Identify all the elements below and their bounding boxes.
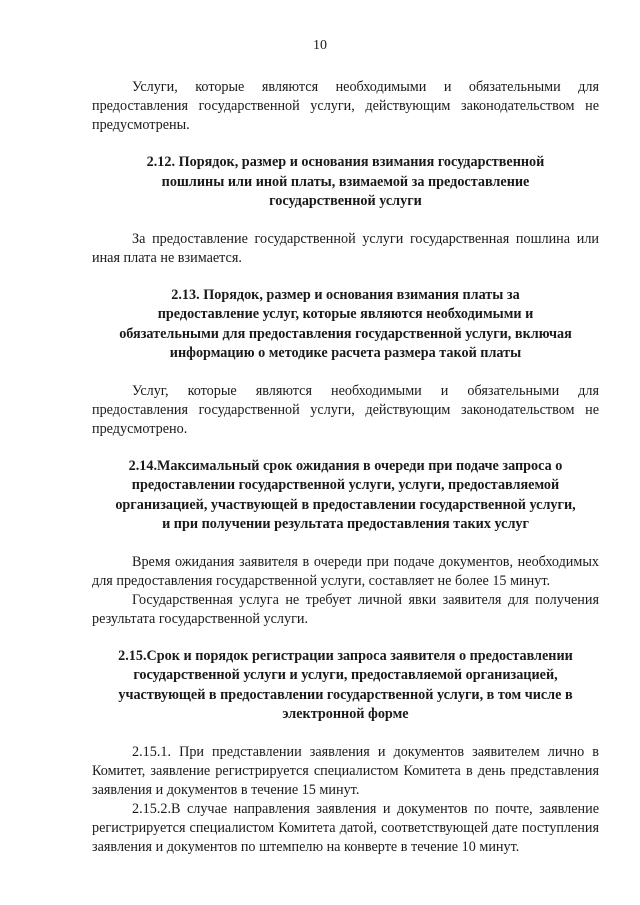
paragraph-no-personal-visit: Государственная услуга не требует личной явки заявителя для получения результата государственной услуги.	[92, 591, 599, 627]
document-body	[92, 78, 599, 857]
heading-line: обязательными для предоставления государственной услуги, включая	[119, 325, 572, 342]
heading-line: предоставлении государственной услуги, услуги, предоставляемой	[131, 477, 560, 493]
paragraph-2-15-2: 2.15.2.В случае направления заявления и документов по почте, заявление регистрируется специалистом Комитета датой, соответствующей дате поступления заявления и документов по штемпелю на конверте в течение 10 минут.	[92, 800, 599, 855]
page-number: 10	[313, 38, 327, 53]
heading-line: предоставление услуг, которые являются необходимыми и	[157, 306, 534, 322]
heading-line: организацией, участвующей в предоставлении государственной услуги,	[115, 496, 576, 513]
heading-line: информацию о методике расчета размера такой платы	[169, 345, 522, 361]
paragraph-no-fee: За предоставление государственной услуги государственная пошлина или иная плата не взимается.	[92, 230, 599, 266]
paragraph-services-not-provided: Услуг, которые являются необходимыми и обязательными для предоставления государственной услуги, действующим законодательством не предусмотрено.	[92, 382, 599, 437]
heading-2-14	[92, 457, 599, 535]
heading-line: 2.15.Срок и порядок регистрации запроса заявителя о предоставлении	[118, 647, 573, 664]
heading-line: пошлины или иной платы, взимаемой за предоставление	[161, 173, 530, 190]
heading-2-12	[92, 153, 599, 212]
heading-2-13	[92, 286, 599, 364]
heading-line: участвующей в предоставлении государственной услуги, в том числе в	[118, 686, 573, 703]
heading-line: 2.14.Максимальный срок ожидания в очереди при подаче запроса о	[128, 457, 563, 474]
heading-line: и при получении результата предоставления таких услуг	[162, 516, 529, 532]
paragraph-waiting-time: Время ожидания заявителя в очереди при подаче документов, необходимых для предоставления государственной услуги, составляет не более 15 минут.	[92, 553, 599, 589]
heading-line: государственной услуги и услуги, предоставляемой организацией,	[133, 667, 558, 683]
heading-line: государственной услуги	[269, 193, 422, 209]
paragraph-services-not-required: Услуги, которые являются необходимыми и обязательными для предоставления государственной услуги, действующим законодательством не предусмотрены.	[92, 79, 599, 133]
heading-line: электронной форме	[282, 706, 409, 722]
heading-line: 2.12. Порядок, размер и основания взимания государственной	[146, 154, 545, 170]
heading-2-15	[92, 647, 599, 725]
heading-line: 2.13. Порядок, размер и основания взимания платы за	[171, 286, 520, 303]
paragraph-2-15-1: 2.15.1. При представлении заявления и документов заявителем лично в Комитет, заявление регистрируется специалистом Комитета в день представления заявления и документов в течение 15 минут.	[92, 743, 599, 798]
